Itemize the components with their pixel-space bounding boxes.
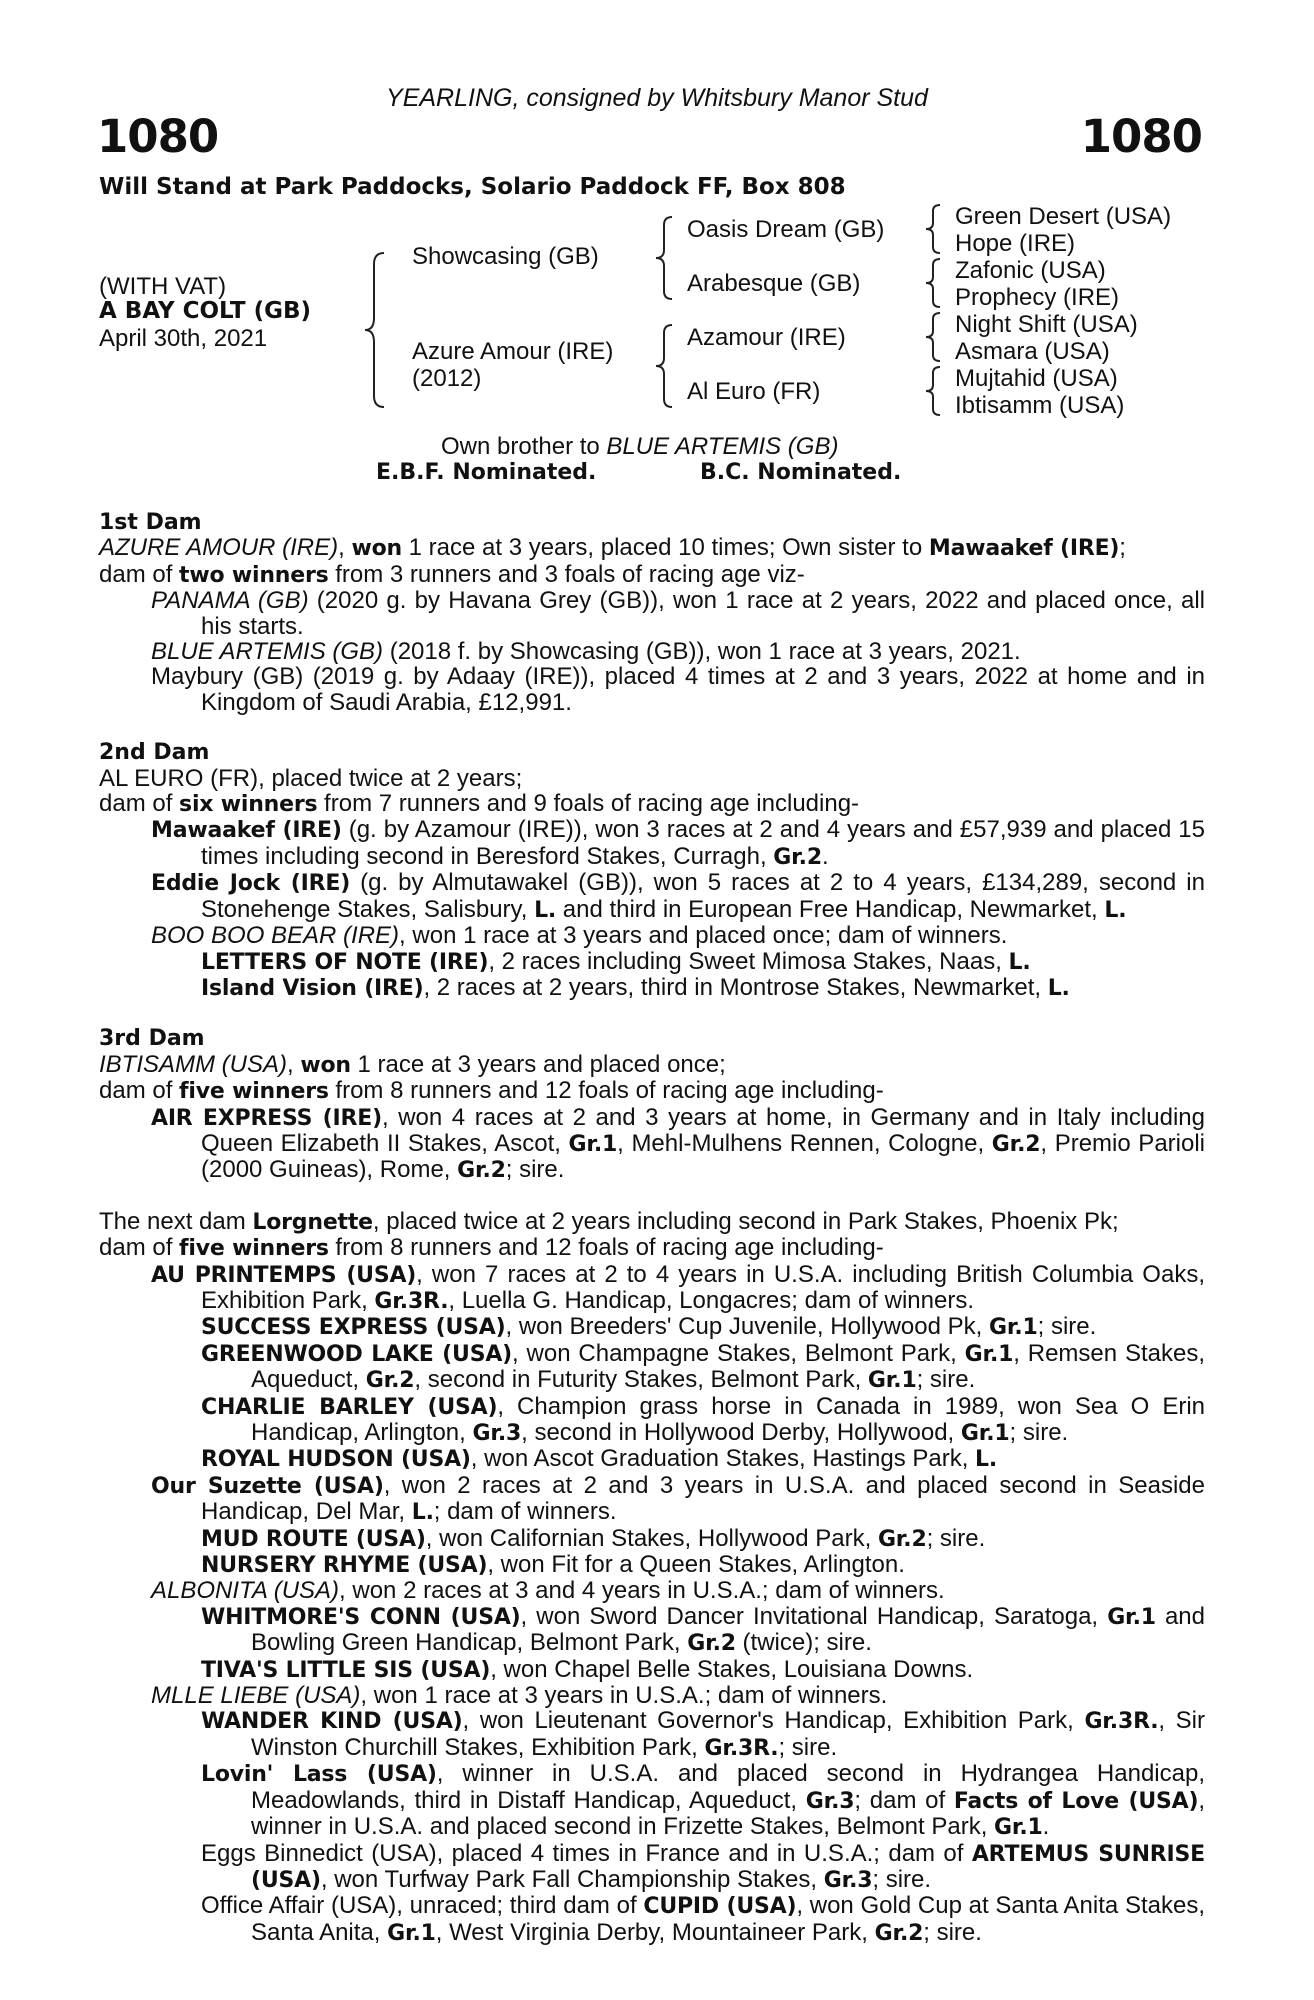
pedigree-brace-gen3-3 <box>922 310 946 364</box>
ebf-nominated: E.B.F. Nominated. <box>376 460 597 485</box>
produce-greenwood-lake: GREENWOOD LAKE (USA), won Champagne Stakes, Belmont Park, Gr.1, Remsen Stakes, Aqueduct, Gr.2, second in Futurity Stakes, Belmont Park, Gr.1; sire. <box>201 1339 1205 1394</box>
produce-wander-kind: WANDER KIND (USA), won Lieutenant Governor's Handicap, Exhibition Park, Gr.3R., Sir Winston Churchill Stakes, Exhibition Park, Gr.3R.; sire. <box>201 1707 1206 1761</box>
produce-eggs-binnedict: Eggs Binnedict (USA), placed 4 times in France and in U.S.A.; dam of ARTEMUS SUNRISE (USA), won Turfway Park Fall Championship Stakes, Gr.3; sire. <box>201 1839 1205 1893</box>
produce-panama: PANAMA (GB) (2020 g. by Havana Grey (GB)), won 1 race at 2 years, 2022 and placed once, all his starts. <box>151 587 1205 640</box>
second-dam-produce-summary: dam of six winners from 7 runners and 9 foals of racing age including- <box>99 790 860 818</box>
sire-dam-sire: Zafonic (USA) <box>955 257 1106 284</box>
produce-mlle-liebe: MLLE LIEBE (USA), won 1 race at 3 years in U.S.A.; dam of winners. <box>151 1682 888 1710</box>
produce-nursery-rhyme: NURSERY RHYME (USA), won Fit for a Queen Stakes, Arlington. <box>201 1551 905 1579</box>
produce-albonita: ALBONITA (USA), won 2 races at 3 and 4 years in U.S.A.; dam of winners. <box>151 1577 945 1605</box>
dam-sire: Azamour (IRE) <box>687 324 846 351</box>
pedigree-brace-dam <box>652 322 678 410</box>
produce-charlie-barley: CHARLIE BARLEY (USA), Champion grass horse in Canada in 1989, won Sea O Erin Handicap, Arlington, Gr.3, second in Hollywood Derby, Hollywood, Gr.1; sire. <box>201 1392 1205 1446</box>
consignor-line: YEARLING, consigned by Whitsbury Manor Stud <box>386 84 928 112</box>
third-dam-line: IBTISAMM (USA), won 1 race at 3 years and placed once; <box>99 1050 726 1078</box>
produce-island-vision: Island Vision (IRE), 2 races at 2 years, third in Montrose Stakes, Newmarket, L. <box>201 973 1070 1001</box>
foaling-date: April 30th, 2021 <box>99 325 268 352</box>
dam-sire-dam: Asmara (USA) <box>955 338 1110 365</box>
lot-number-left: 1080 <box>97 110 219 163</box>
third-dam-produce-summary: dam of five winners from 8 runners and 12 foals of racing age including- <box>99 1077 884 1105</box>
lot-number-right: 1080 <box>1080 110 1202 163</box>
produce-letters-of-note: LETTERS OF NOTE (IRE), 2 races including Sweet Mimosa Stakes, Naas, L. <box>201 947 1031 975</box>
dam-line-1: Azure Amour (IRE) <box>412 338 614 365</box>
produce-royal-hudson: ROYAL HUDSON (USA), won Ascot Graduation Stakes, Hastings Park, L. <box>201 1445 998 1473</box>
sire-sire: Oasis Dream (GB) <box>687 216 885 243</box>
pedigree-brace-gen3-1 <box>922 202 946 256</box>
stand-location: Will Stand at Park Paddocks, Solario Paddock FF, Box 808 <box>99 174 846 200</box>
sire-sire-dam: Hope (IRE) <box>955 230 1076 257</box>
bc-nominated: B.C. Nominated. <box>700 460 902 485</box>
dam-dam-sire: Mujtahid (USA) <box>955 365 1118 392</box>
dam-history <box>99 510 1205 1946</box>
produce-whitmores-conn: WHITMORE'S CONN (USA), won Sword Dancer Invitational Handicap, Saratoga, Gr.1 and Bowling Green Handicap, Belmont Park, Gr.2 (twice); sire. <box>201 1602 1205 1657</box>
produce-au-printemps: AU PRINTEMPS (USA), won 7 races at 2 to 4 years in U.S.A. including British Columbia Oaks, Exhibition Park, Gr.3R., Luella G. Handicap, Longacres; dam of winners. <box>151 1260 1205 1314</box>
produce-our-suzette: Our Suzette (USA), won 2 races at 2 and 3 years in U.S.A. and placed second in Seaside Handicap, Del Mar, L.; dam of winners. <box>151 1471 1205 1526</box>
own-brother-prefix: Own brother to <box>441 433 607 460</box>
pedigree-brace-gen3-2 <box>922 256 946 310</box>
third-dam-heading: 3rd Dam <box>99 1026 205 1052</box>
produce-lovin-lass: Lovin' Lass (USA), winner in U.S.A. and placed second in Hydrangea Handicap, Meadowlands, third in Distaff Handicap, Aqueduct, Gr.3; dam of Facts of Love (USA), winner in U.S.A. and placed second in Frizette Stakes, Belmont Park, Gr.1. <box>201 1760 1206 1841</box>
dam-dam-dam: Ibtisamm (USA) <box>955 392 1125 419</box>
pedigree-brace-main <box>360 250 390 410</box>
sire-sire-sire: Green Desert (USA) <box>955 203 1172 230</box>
produce-office-affair: Office Affair (USA), unraced; third dam of CUPID (USA), won Gold Cup at Santa Anita Stakes, Santa Anita, Gr.1, West Virginia Derby, Mountaineer Park, Gr.2; sire. <box>201 1892 1205 1946</box>
produce-air-express: AIR EXPRESS (IRE), won 4 races at 2 and 3 years at home, in Germany and in Italy including Queen Elizabeth II Stakes, Ascot, Gr.1, Mehl-Mulhens Rennen, Cologne, Gr.2, Premio Parioli (2000 Guineas), Rome, Gr.2; sire. <box>151 1103 1206 1184</box>
produce-tivas-little-sis: TIVA'S LITTLE SIS (USA), won Chapel Belle Stakes, Louisiana Downs. <box>201 1655 974 1683</box>
produce-maybury: Maybury (GB) (2019 g. by Adaay (IRE)), placed 4 times at 2 and 3 years, 2022 at home and in Kingdom of Saudi Arabia, £12,991. <box>151 663 1205 716</box>
own-brother-note <box>441 433 838 461</box>
horse-name: A BAY COLT (GB) <box>99 298 312 324</box>
first-dam-heading: 1st Dam <box>99 510 202 535</box>
dam-dam: Al Euro (FR) <box>687 378 821 405</box>
vat-note: (WITH VAT) <box>99 273 227 300</box>
produce-success-express: SUCCESS EXPRESS (USA), won Breeders' Cup Juvenile, Hollywood Pk, Gr.1; sire. <box>201 1313 1097 1341</box>
sire-dam: Arabesque (GB) <box>687 270 861 297</box>
produce-mud-route: MUD ROUTE (USA), won Californian Stakes, Hollywood Park, Gr.2; sire. <box>201 1524 986 1552</box>
dam-sire-sire: Night Shift (USA) <box>955 311 1138 338</box>
first-dam-produce-summary: dam of two winners from 3 runners and 3 foals of racing age viz- <box>99 560 805 588</box>
first-dam-line: AZURE AMOUR (IRE), won 1 race at 3 years, placed 10 times; Own sister to Mawaakef (IRE); <box>99 534 1126 562</box>
fourth-dam-produce-summary: dam of five winners from 8 runners and 12 foals of racing age including- <box>99 1234 884 1262</box>
second-dam-heading: 2nd Dam <box>99 740 210 766</box>
pedigree-brace-gen3-4 <box>922 364 946 418</box>
produce-eddie-jock: Eddie Jock (IRE) (g. by Almutawakel (GB)), won 5 races at 2 to 4 years, £134,289, second in Stonehenge Stakes, Salisbury, L. and third in European Free Handicap, Newmarket, L. <box>151 869 1205 923</box>
second-dam-line: AL EURO (FR), placed twice at 2 years; <box>99 764 523 792</box>
produce-blue-artemis: BLUE ARTEMIS (GB) (2018 f. by Showcasing (GB)), won 1 race at 3 years, 2021. <box>151 638 1021 666</box>
dam-line-2: (2012) <box>412 365 482 392</box>
sire: Showcasing (GB) <box>412 243 599 270</box>
sire-dam-dam: Prophecy (IRE) <box>955 284 1120 311</box>
pedigree-brace-sire <box>652 214 678 302</box>
own-brother-name: BLUE ARTEMIS (GB) <box>606 433 839 460</box>
produce-boo-boo-bear: BOO BOO BEAR (IRE), won 1 race at 3 years and placed once; dam of winners. <box>151 922 1008 950</box>
produce-mawaakef: Mawaakef (IRE) (g. by Azamour (IRE)), won 3 races at 2 and 4 years and £57,939 and placed 15 times including second in Beresford Stakes, Curragh, Gr.2. <box>151 816 1205 870</box>
fourth-dam-line: The next dam Lorgnette, placed twice at 2 years including second in Park Stakes, Phoenix Pk; <box>99 1207 1119 1235</box>
